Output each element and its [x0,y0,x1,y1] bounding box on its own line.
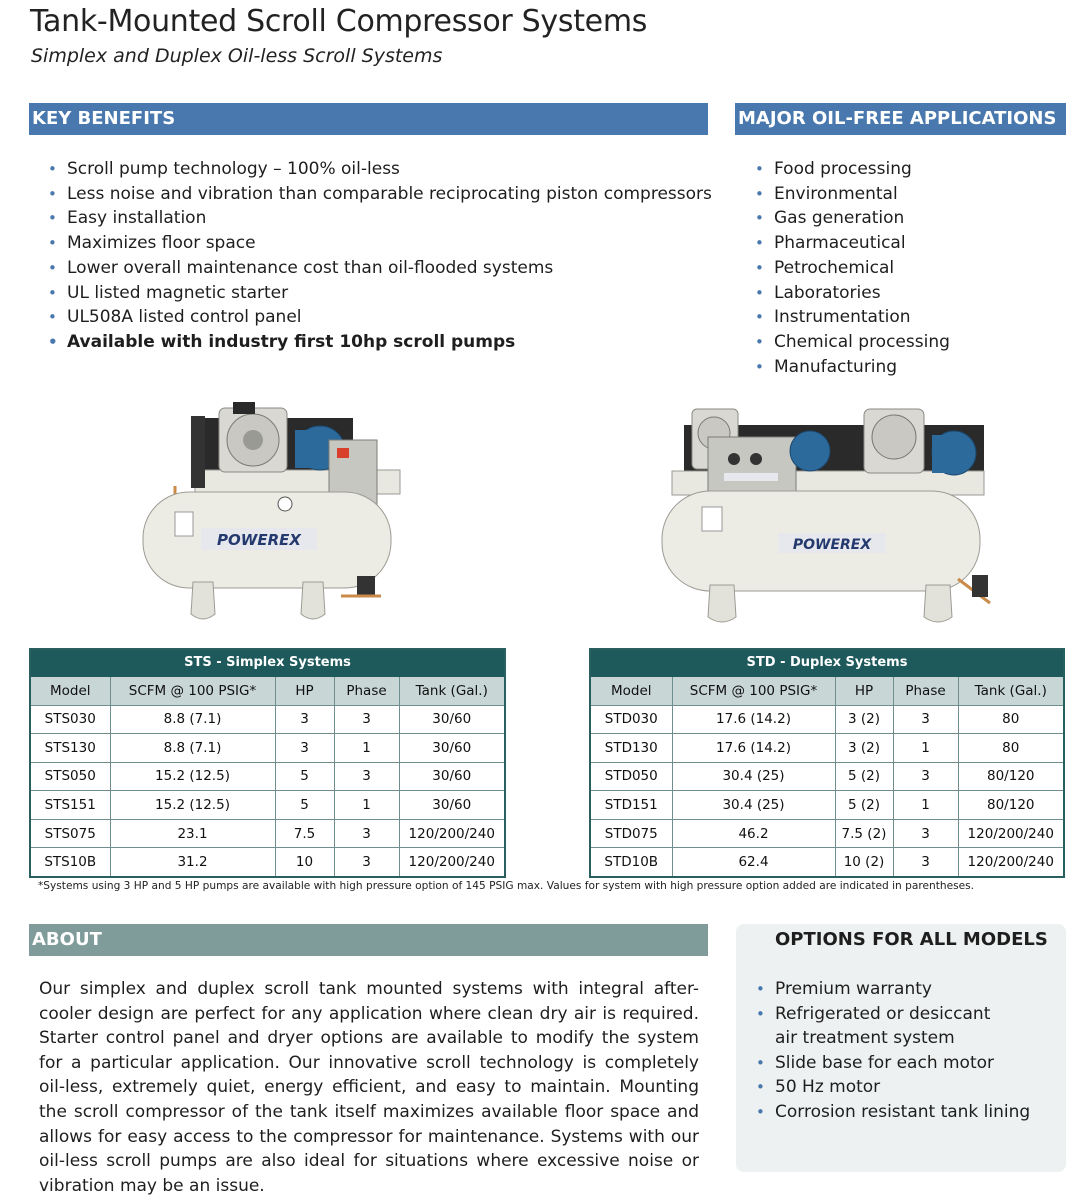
table-cell: STD050 [590,762,672,791]
table-cell: 3 [334,819,399,848]
table-row [30,791,505,820]
table-cell: STS151 [30,791,110,820]
key-benefits-heading: KEY BENEFITS [29,103,708,135]
list-item: • Lower overall maintenance cost than oil-flooded systems [39,256,712,281]
column-header: Tank (Gal.) [399,676,505,705]
table-cell: STD075 [590,819,672,848]
list-item: • Maximizes floor space [39,231,712,256]
table-cell: STS130 [30,734,110,763]
list-item: • Laboratories [746,281,950,306]
table-cell: 10 (2) [835,848,893,877]
simplex-compressor-image [135,400,405,632]
list-item: • Gas generation [746,206,950,231]
about-paragraph: Our simplex and duplex scroll tank mounted systems with integral after-cooler design are perfect for any application where clean dry air is required. Starter control panel and dryer options are available to modify the system for a particular application. Our innovative scroll technology is completely oil-less, extremely quiet, energy efficient, and easy to maintain. Mounting the scroll compressor of the tank itself maximizes available floor space and allows for easy access to the compressor for maintenance. Systems with our oil-less scroll pumps are also ideal for situations where excessive noise or vibration may be an issue. [39,979,699,1196]
table-row [590,848,1064,877]
duplex-compressor-image [654,403,996,629]
table-cell: 3 [893,705,958,734]
table-cell: 17.6 (14.2) [672,734,835,763]
column-header: Phase [893,676,958,705]
options-heading: OPTIONS FOR ALL MODELS [775,929,1048,950]
list-item: • Premium warranty [747,977,1030,1002]
list-item: • Instrumentation [746,305,950,330]
table-cell: 62.4 [672,848,835,877]
list-item: • Less noise and vibration than comparable reciprocating piston compressors [39,182,712,207]
table-cell: 120/200/240 [958,848,1064,877]
table-cell: 5 [275,762,334,791]
table-cell: 15.2 (12.5) [110,791,275,820]
table-row [30,734,505,763]
table-cell: 3 [334,848,399,877]
table-cell: 3 (2) [835,705,893,734]
table-row [590,791,1064,820]
list-item: • Manufacturing [746,355,950,380]
applications-heading: MAJOR OIL-FREE APPLICATIONS [735,103,1066,135]
table-cell: 120/200/240 [399,819,505,848]
table-cell: 120/200/240 [399,848,505,877]
list-item: • Food processing [746,157,950,182]
table-cell: 3 [275,734,334,763]
column-header: HP [275,676,334,705]
list-item: • UL508A listed control panel [39,305,712,330]
table-cell: 30.4 (25) [672,791,835,820]
powerex-logo: POWEREX [217,531,301,549]
column-header: HP [835,676,893,705]
table-cell: 1 [893,791,958,820]
table-cell: 5 (2) [835,762,893,791]
table-cell: 46.2 [672,819,835,848]
table-cell: 3 [275,705,334,734]
table-cell: 30/60 [399,762,505,791]
list-item: • Environmental [746,182,950,207]
table-row [590,762,1064,791]
table-footnote: *Systems using 3 HP and 5 HP pumps are available with high pressure option of 145 PSIG max. Values for system with high pressure option added are indicated in parentheses. [38,880,975,892]
column-header: Model [590,676,672,705]
table-row [590,705,1064,734]
table-cell: STS050 [30,762,110,791]
list-item: • Pharmaceutical [746,231,950,256]
table-cell: 3 [893,848,958,877]
list-item: • Easy installation [39,206,712,231]
table-cell: STD10B [590,848,672,877]
table-cell: 80/120 [958,762,1064,791]
column-header: Phase [334,676,399,705]
duplex-systems-table [589,648,1065,878]
simplex-systems-table [29,648,506,878]
powerex-logo: POWEREX [792,537,872,553]
list-item: • Available with industry first 10hp scroll pumps [39,330,712,355]
list-item: • Slide base for each motor [747,1051,1030,1076]
table-cell: 80 [958,705,1064,734]
list-item: • 50 Hz motor [747,1075,1030,1100]
table-cell: 8.8 (7.1) [110,705,275,734]
page-subtitle: Simplex and Duplex Oil-less Scroll Systems [31,45,443,67]
table-row [590,734,1064,763]
table-cell: 1 [334,791,399,820]
table-cell: 30/60 [399,705,505,734]
column-header: SCFM @ 100 PSIG* [672,676,835,705]
list-item: • Scroll pump technology – 100% oil-less [39,157,712,182]
about-heading: ABOUT [29,924,708,956]
column-header: Tank (Gal.) [958,676,1064,705]
page-title: Tank-Mounted Scroll Compressor Systems [30,4,648,39]
key-benefits-list [39,157,712,355]
list-item: • Chemical processing [746,330,950,355]
list-item: • Petrochemical [746,256,950,281]
table-row [590,819,1064,848]
table-cell: STD030 [590,705,672,734]
table-cell: 3 [893,762,958,791]
table-cell: 7.5 [275,819,334,848]
table-cell: 3 (2) [835,734,893,763]
table-cell: 31.2 [110,848,275,877]
table-cell: 30.4 (25) [672,762,835,791]
table-cell: 1 [893,734,958,763]
column-header: Model [30,676,110,705]
table-cell: 23.1 [110,819,275,848]
table-cell: STD130 [590,734,672,763]
table-row [30,705,505,734]
table-row [30,848,505,877]
table-cell: 1 [334,734,399,763]
table-cell: 3 [334,762,399,791]
table-cell: STS075 [30,819,110,848]
table-cell: 5 [275,791,334,820]
table-cell: STD151 [590,791,672,820]
table-row [30,819,505,848]
table-cell: 8.8 (7.1) [110,734,275,763]
table-cell: 17.6 (14.2) [672,705,835,734]
table-cell: 15.2 (12.5) [110,762,275,791]
table-cell: 10 [275,848,334,877]
options-list [747,977,1030,1125]
list-item: • Corrosion resistant tank lining [747,1100,1030,1125]
table-cell: 120/200/240 [958,819,1064,848]
list-item: • Refrigerated or desiccant air treatment system [747,1002,1007,1051]
table-cell: 30/60 [399,734,505,763]
table-cell: 7.5 (2) [835,819,893,848]
table-cell: STS10B [30,848,110,877]
table-cell: 3 [334,705,399,734]
applications-list [746,157,950,379]
table-caption: STS - Simplex Systems [30,649,505,676]
table-cell: 80/120 [958,791,1064,820]
table-cell: 3 [893,819,958,848]
table-row [30,762,505,791]
table-cell: 80 [958,734,1064,763]
column-header: SCFM @ 100 PSIG* [110,676,275,705]
table-cell: STS030 [30,705,110,734]
list-item: • UL listed magnetic starter [39,281,712,306]
table-cell: 5 (2) [835,791,893,820]
table-caption: STD - Duplex Systems [590,649,1064,676]
table-cell: 30/60 [399,791,505,820]
